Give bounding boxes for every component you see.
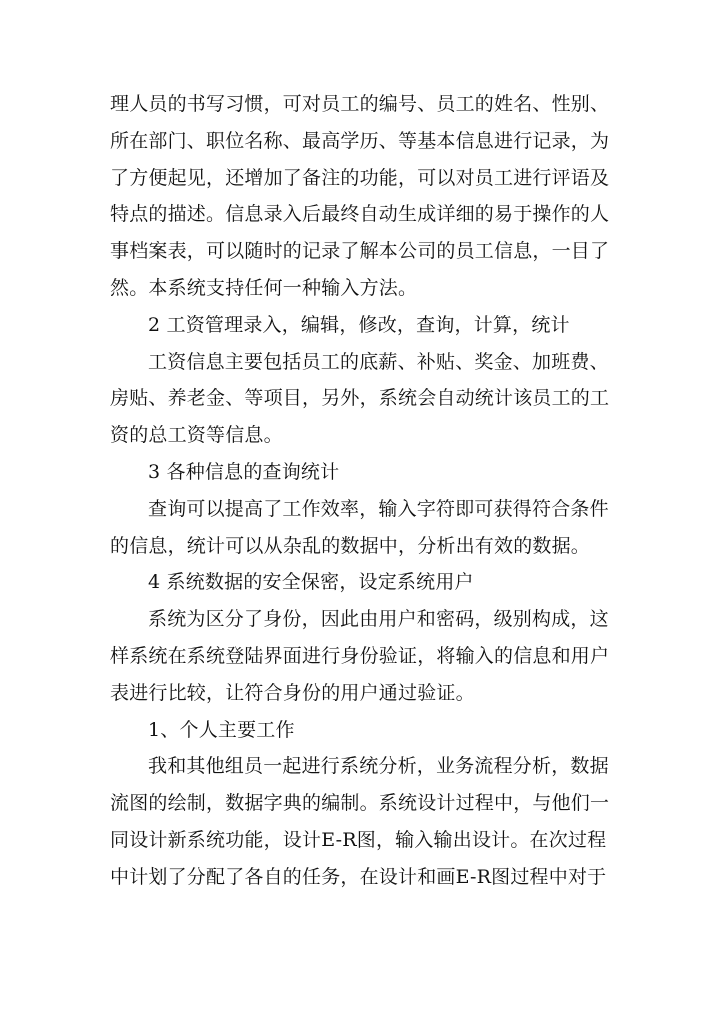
- section-heading: 4 系统数据的安全保密，设定系统用户: [148, 571, 474, 594]
- text-line: 资的总工资等信息。: [110, 424, 283, 447]
- text-line: 理人员的书写习惯，可对员工的编号、员工的姓名、性别、: [110, 93, 610, 115]
- text-line: 查询可以提高了工作效率，输入字符即可获得符合条件: [148, 497, 609, 520]
- document-body: [110, 86, 610, 896]
- text-line: 然。本系统支持任何一种输入方法。: [110, 276, 418, 299]
- text-line: 我和其他组员一起进行系统分析，业务流程分析，数据: [148, 755, 609, 778]
- section-heading: 1、个人主要工作: [148, 718, 295, 741]
- text-line: 中计划了分配了各自的任务，在设计和画E-R图过程中对于: [110, 865, 607, 888]
- text-line: 所在部门、职位名称、最高学历、等基本信息进行记录，为: [110, 129, 610, 152]
- text-line: 特点的描述。信息录入后最终自动生成详细的易于操作的人: [110, 203, 610, 226]
- text-line: 的信息，统计可以从杂乱的数据中，分析出有效的数据。: [110, 534, 591, 557]
- text-line: 样系统在系统登陆界面进行身份验证，将输入的信息和用户: [110, 644, 610, 667]
- section-heading: 3 各种信息的查询统计: [148, 460, 340, 483]
- text-line: 同设计新系统功能，设计E-R图，输入输出设计。在次过程: [110, 828, 607, 851]
- text-line: 工资信息主要包括员工的底薪、补贴、奖金、加班费、: [148, 350, 609, 373]
- section-heading: 2 工资管理录入，编辑，修改，查询，计算，统计: [148, 313, 570, 336]
- text-line: 事档案表，可以随时的记录了解本公司的员工信息，一目了: [110, 240, 610, 263]
- text-line: 系统为区分了身份，因此由用户和密码，级别构成，这: [148, 608, 609, 631]
- text-line: 房贴、养老金、等项目，另外，系统会自动统计该员工的工: [110, 387, 610, 410]
- text-line: 了方便起见，还增加了备注的功能，可以对员工进行评语及: [110, 166, 610, 189]
- text-line: 表进行比较，让符合身份的用户通过验证。: [110, 681, 475, 704]
- text-line: 流图的绘制，数据字典的编制。系统设计过程中，与他们一: [110, 792, 610, 815]
